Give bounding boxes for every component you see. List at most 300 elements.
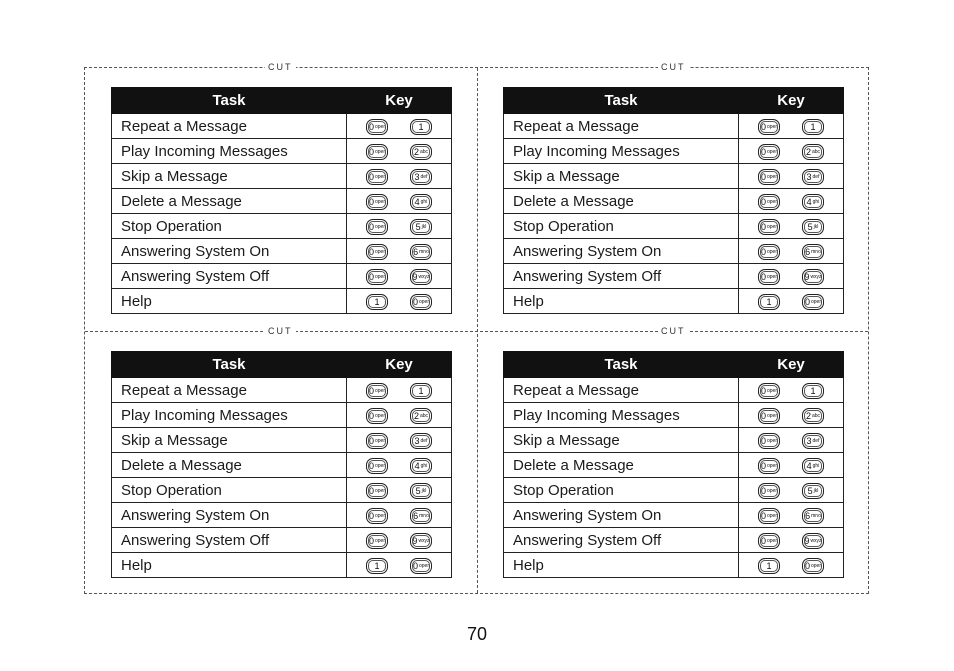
key-digit: 5 xyxy=(415,485,421,496)
key-pair xyxy=(758,169,824,185)
key-combination xyxy=(347,289,452,314)
task-label: Stop Operation xyxy=(112,478,347,503)
phone-key-icon xyxy=(366,383,388,399)
task-label: Answering System On xyxy=(504,239,739,264)
key-combination xyxy=(347,239,452,264)
phone-key-icon xyxy=(802,144,824,160)
task-label: Stop Operation xyxy=(112,214,347,239)
phone-key-icon xyxy=(802,558,824,574)
table-row xyxy=(112,553,452,578)
phone-key-icon xyxy=(758,458,780,474)
key-letters: oper xyxy=(375,148,386,155)
key-pair xyxy=(758,558,824,574)
key-digit: 5 xyxy=(807,221,813,232)
key-letters: oper xyxy=(375,223,386,230)
phone-key-icon xyxy=(366,458,388,474)
key-pair xyxy=(366,408,432,424)
phone-key-icon xyxy=(410,433,432,449)
key-digit: 0 xyxy=(368,171,374,182)
task-label: Stop Operation xyxy=(504,214,739,239)
key-pair xyxy=(366,483,432,499)
key-pair xyxy=(366,433,432,449)
key-letters: ghi xyxy=(812,198,820,205)
table-row xyxy=(112,264,452,289)
key-digit: 2 xyxy=(805,146,811,157)
table-row xyxy=(504,139,844,164)
table-row xyxy=(112,289,452,314)
table-row xyxy=(504,378,844,403)
key-pair xyxy=(366,533,432,549)
key-combination xyxy=(347,264,452,289)
key-combination xyxy=(739,114,844,139)
phone-key-icon xyxy=(802,383,824,399)
key-digit: 0 xyxy=(760,535,766,546)
task-label: Delete a Message xyxy=(504,453,739,478)
key-letters: mno xyxy=(811,512,821,519)
key-letters: oper xyxy=(419,562,430,569)
phone-key-icon xyxy=(802,269,824,285)
key-digit: 6 xyxy=(413,510,419,521)
phone-key-icon xyxy=(758,558,780,574)
phone-key-icon xyxy=(410,558,432,574)
key-combination xyxy=(739,528,844,553)
cut-label-top-left: CUT xyxy=(265,62,296,72)
task-label: Repeat a Message xyxy=(112,378,347,403)
key-letters: oper xyxy=(375,512,386,519)
key-letters: ghi xyxy=(812,462,820,469)
phone-key-icon xyxy=(758,294,780,310)
key-combination xyxy=(347,214,452,239)
key-digit: 0 xyxy=(760,385,766,396)
key-digit: 3 xyxy=(414,171,420,182)
table-row xyxy=(504,478,844,503)
table-row xyxy=(504,114,844,139)
key-combination xyxy=(739,378,844,403)
table-row xyxy=(112,478,452,503)
key-pair xyxy=(758,433,824,449)
key-combination xyxy=(739,189,844,214)
key-pair xyxy=(366,508,432,524)
key-pair xyxy=(758,219,824,235)
key-pair xyxy=(366,119,432,135)
task-label: Answering System Off xyxy=(112,264,347,289)
key-pair xyxy=(758,294,824,310)
key-digit: 0 xyxy=(368,435,374,446)
phone-key-icon xyxy=(758,533,780,549)
phone-key-icon xyxy=(802,219,824,235)
phone-key-icon xyxy=(410,194,432,210)
table-row xyxy=(504,528,844,553)
cut-sheet xyxy=(84,62,869,594)
key-letters: mno xyxy=(811,248,821,255)
phone-key-icon xyxy=(366,244,388,260)
table-row xyxy=(504,553,844,578)
table-row xyxy=(112,214,452,239)
key-digit: 0 xyxy=(412,296,418,307)
task-label: Help xyxy=(504,553,739,578)
key-letters: wxyz xyxy=(418,537,430,544)
card-bottom-left xyxy=(111,351,452,578)
key-pair xyxy=(366,294,432,310)
phone-key-icon xyxy=(366,219,388,235)
key-pair xyxy=(366,383,432,399)
task-label: Skip a Message xyxy=(504,428,739,453)
phone-key-icon xyxy=(366,119,388,135)
key-letters: abc xyxy=(811,412,821,419)
phone-key-icon xyxy=(802,244,824,260)
task-label: Answering System On xyxy=(112,503,347,528)
key-pair xyxy=(758,508,824,524)
key-letters: jkl xyxy=(421,223,427,230)
phone-key-icon xyxy=(758,169,780,185)
key-digit: 0 xyxy=(760,121,766,132)
phone-key-icon xyxy=(802,169,824,185)
phone-key-icon xyxy=(758,144,780,160)
table-row xyxy=(504,214,844,239)
table-row xyxy=(504,239,844,264)
key-digit: 4 xyxy=(806,196,812,207)
cut-label-middle-left: CUT xyxy=(265,326,296,336)
key-digit: 5 xyxy=(415,221,421,232)
key-pair xyxy=(758,483,824,499)
key-digit: 0 xyxy=(368,410,374,421)
key-letters: ghi xyxy=(420,462,428,469)
phone-key-icon xyxy=(802,194,824,210)
key-combination xyxy=(739,289,844,314)
key-letters: oper xyxy=(767,173,778,180)
key-digit: 3 xyxy=(414,435,420,446)
key-digit: 5 xyxy=(807,485,813,496)
key-letters: oper xyxy=(375,387,386,394)
key-combination xyxy=(347,428,452,453)
horizontal-cut-line xyxy=(85,331,868,332)
key-digit: 9 xyxy=(804,271,810,282)
key-digit: 2 xyxy=(805,410,811,421)
key-pair xyxy=(758,119,824,135)
task-label: Play Incoming Messages xyxy=(112,403,347,428)
key-letters: oper xyxy=(375,123,386,130)
table-header-row xyxy=(504,352,844,378)
key-digit: 3 xyxy=(806,435,812,446)
task-label: Skip a Message xyxy=(112,428,347,453)
header-task: Task xyxy=(112,352,347,378)
phone-key-icon xyxy=(366,433,388,449)
key-pair xyxy=(758,269,824,285)
key-letters: oper xyxy=(767,487,778,494)
key-letters: oper xyxy=(375,248,386,255)
phone-key-icon xyxy=(410,244,432,260)
key-letters: oper xyxy=(767,273,778,280)
key-letters: def xyxy=(812,173,820,180)
key-digit: 9 xyxy=(804,535,810,546)
table-row xyxy=(504,453,844,478)
phone-key-icon xyxy=(802,119,824,135)
key-digit: 2 xyxy=(413,410,419,421)
key-pair xyxy=(758,533,824,549)
table-row xyxy=(504,189,844,214)
key-combination xyxy=(739,428,844,453)
card-bottom-right xyxy=(503,351,844,578)
key-digit: 0 xyxy=(368,146,374,157)
phone-key-icon xyxy=(410,458,432,474)
key-digit: 0 xyxy=(368,485,374,496)
key-digit: 0 xyxy=(760,271,766,282)
key-letters: def xyxy=(420,173,428,180)
phone-key-icon xyxy=(758,408,780,424)
task-label: Help xyxy=(112,553,347,578)
key-combination xyxy=(347,139,452,164)
key-combination xyxy=(347,478,452,503)
key-letters: abc xyxy=(419,148,429,155)
key-letters: def xyxy=(420,437,428,444)
phone-key-icon xyxy=(758,383,780,399)
phone-key-icon xyxy=(802,508,824,524)
key-digit: 1 xyxy=(810,121,816,132)
task-label: Delete a Message xyxy=(112,453,347,478)
key-letters: def xyxy=(812,437,820,444)
key-letters: oper xyxy=(767,387,778,394)
key-letters: abc xyxy=(419,412,429,419)
phone-key-icon xyxy=(366,269,388,285)
task-label: Answering System On xyxy=(112,239,347,264)
key-digit: 0 xyxy=(368,246,374,257)
key-digit: 1 xyxy=(374,296,380,307)
key-digit: 0 xyxy=(368,460,374,471)
phone-key-icon xyxy=(366,144,388,160)
key-reference-table xyxy=(503,351,844,578)
key-pair xyxy=(366,219,432,235)
phone-key-icon xyxy=(366,533,388,549)
key-combination xyxy=(739,403,844,428)
key-letters: jkl xyxy=(813,487,819,494)
header-task: Task xyxy=(504,352,739,378)
phone-key-icon xyxy=(366,169,388,185)
key-combination xyxy=(739,214,844,239)
key-letters: oper xyxy=(767,248,778,255)
table-row xyxy=(112,378,452,403)
header-key: Key xyxy=(347,352,452,378)
table-row xyxy=(112,139,452,164)
key-letters: oper xyxy=(767,462,778,469)
key-digit: 4 xyxy=(806,460,812,471)
key-letters: wxyz xyxy=(810,537,822,544)
key-letters: oper xyxy=(375,487,386,494)
key-digit: 1 xyxy=(766,296,772,307)
key-digit: 1 xyxy=(766,560,772,571)
key-pair xyxy=(758,144,824,160)
key-digit: 6 xyxy=(805,510,811,521)
table-row xyxy=(504,428,844,453)
table-row xyxy=(112,428,452,453)
key-combination xyxy=(347,378,452,403)
header-key: Key xyxy=(739,88,844,114)
task-label: Stop Operation xyxy=(504,478,739,503)
key-digit: 0 xyxy=(368,271,374,282)
key-digit: 0 xyxy=(760,485,766,496)
key-letters: oper xyxy=(375,198,386,205)
key-letters: mno xyxy=(419,512,429,519)
key-combination xyxy=(739,478,844,503)
phone-key-icon xyxy=(802,294,824,310)
phone-key-icon xyxy=(366,194,388,210)
key-digit: 0 xyxy=(368,196,374,207)
key-letters: oper xyxy=(767,537,778,544)
key-letters: oper xyxy=(767,512,778,519)
key-reference-table xyxy=(111,351,452,578)
task-label: Answering System Off xyxy=(504,528,739,553)
key-combination xyxy=(739,553,844,578)
key-digit: 0 xyxy=(760,410,766,421)
key-digit: 6 xyxy=(413,246,419,257)
task-label: Skip a Message xyxy=(504,164,739,189)
key-combination xyxy=(739,503,844,528)
table-row xyxy=(112,239,452,264)
key-combination xyxy=(739,139,844,164)
key-letters: jkl xyxy=(813,223,819,230)
key-digit: 0 xyxy=(368,221,374,232)
header-key: Key xyxy=(347,88,452,114)
key-digit: 0 xyxy=(760,196,766,207)
key-letters: oper xyxy=(767,223,778,230)
key-letters: mno xyxy=(419,248,429,255)
key-pair xyxy=(366,244,432,260)
key-letters: wxyz xyxy=(418,273,430,280)
key-digit: 1 xyxy=(810,385,816,396)
table-row xyxy=(112,164,452,189)
key-digit: 0 xyxy=(804,560,810,571)
key-digit: 1 xyxy=(418,385,424,396)
phone-key-icon xyxy=(758,219,780,235)
table-header-row xyxy=(112,352,452,378)
key-digit: 2 xyxy=(413,146,419,157)
header-task: Task xyxy=(504,88,739,114)
key-letters: oper xyxy=(375,537,386,544)
key-digit: 9 xyxy=(412,535,418,546)
table-header-row xyxy=(504,88,844,114)
key-letters: oper xyxy=(375,173,386,180)
task-label: Repeat a Message xyxy=(504,378,739,403)
key-digit: 1 xyxy=(374,560,380,571)
key-digit: 0 xyxy=(368,535,374,546)
key-letters: oper xyxy=(375,462,386,469)
key-pair xyxy=(758,458,824,474)
key-digit: 0 xyxy=(368,121,374,132)
key-letters: oper xyxy=(375,412,386,419)
key-digit: 0 xyxy=(760,510,766,521)
key-combination xyxy=(347,189,452,214)
key-letters: oper xyxy=(419,298,430,305)
table-row xyxy=(504,164,844,189)
phone-key-icon xyxy=(410,533,432,549)
table-row xyxy=(112,189,452,214)
phone-key-icon xyxy=(802,533,824,549)
phone-key-icon xyxy=(410,219,432,235)
key-pair xyxy=(758,244,824,260)
phone-key-icon xyxy=(758,194,780,210)
key-letters: wxyz xyxy=(810,273,822,280)
table-row xyxy=(112,528,452,553)
key-letters: ghi xyxy=(420,198,428,205)
key-digit: 4 xyxy=(414,460,420,471)
cut-label-top-right: CUT xyxy=(658,62,689,72)
key-pair xyxy=(366,144,432,160)
table-row xyxy=(112,503,452,528)
phone-key-icon xyxy=(366,483,388,499)
key-combination xyxy=(739,453,844,478)
table-row xyxy=(504,403,844,428)
key-pair xyxy=(366,169,432,185)
phone-key-icon xyxy=(758,483,780,499)
key-pair xyxy=(758,194,824,210)
phone-key-icon xyxy=(410,508,432,524)
task-label: Help xyxy=(504,289,739,314)
task-label: Answering System Off xyxy=(504,264,739,289)
task-label: Delete a Message xyxy=(112,189,347,214)
key-combination xyxy=(739,264,844,289)
key-letters: oper xyxy=(767,148,778,155)
key-letters: oper xyxy=(811,562,822,569)
key-digit: 0 xyxy=(760,246,766,257)
phone-key-icon xyxy=(410,483,432,499)
phone-key-icon xyxy=(366,558,388,574)
phone-key-icon xyxy=(410,408,432,424)
key-reference-table xyxy=(503,87,844,314)
key-letters: abc xyxy=(811,148,821,155)
key-letters: oper xyxy=(375,273,386,280)
phone-key-icon xyxy=(410,294,432,310)
phone-key-icon xyxy=(366,408,388,424)
table-row xyxy=(504,503,844,528)
phone-key-icon xyxy=(758,269,780,285)
key-letters: jkl xyxy=(421,487,427,494)
card-top-right xyxy=(503,87,844,314)
key-pair xyxy=(758,383,824,399)
table-row xyxy=(112,403,452,428)
key-digit: 1 xyxy=(418,121,424,132)
key-pair xyxy=(366,269,432,285)
task-label: Play Incoming Messages xyxy=(504,403,739,428)
key-digit: 0 xyxy=(368,385,374,396)
table-row xyxy=(504,289,844,314)
key-digit: 0 xyxy=(760,221,766,232)
phone-key-icon xyxy=(802,433,824,449)
phone-key-icon xyxy=(366,508,388,524)
phone-key-icon xyxy=(410,169,432,185)
key-pair xyxy=(758,408,824,424)
key-digit: 0 xyxy=(760,171,766,182)
key-digit: 0 xyxy=(760,146,766,157)
key-combination xyxy=(347,453,452,478)
task-label: Answering System On xyxy=(504,503,739,528)
task-label: Delete a Message xyxy=(504,189,739,214)
task-label: Repeat a Message xyxy=(112,114,347,139)
table-row xyxy=(112,453,452,478)
header-task: Task xyxy=(112,88,347,114)
phone-key-icon xyxy=(758,433,780,449)
key-letters: oper xyxy=(767,437,778,444)
task-label: Repeat a Message xyxy=(504,114,739,139)
phone-key-icon xyxy=(410,119,432,135)
key-digit: 0 xyxy=(760,435,766,446)
phone-key-icon xyxy=(758,508,780,524)
phone-key-icon xyxy=(410,383,432,399)
key-combination xyxy=(347,403,452,428)
task-label: Skip a Message xyxy=(112,164,347,189)
card-top-left xyxy=(111,87,452,314)
task-label: Help xyxy=(112,289,347,314)
key-combination xyxy=(347,164,452,189)
key-combination xyxy=(347,553,452,578)
